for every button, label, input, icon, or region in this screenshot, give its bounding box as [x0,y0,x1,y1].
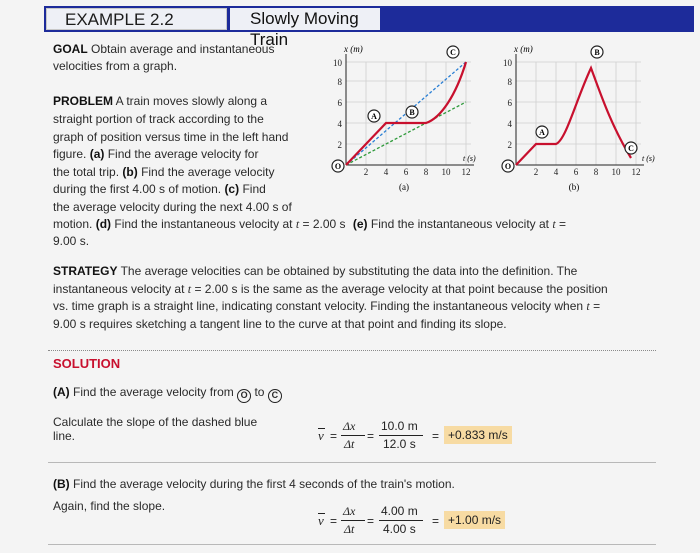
v-bar-symbol: v [318,513,324,528]
equals-sign: = [432,429,440,443]
numerator-delta-x: Δx [343,504,356,518]
y-tick-10: 10 [333,58,342,68]
point-c-label: C [628,144,634,153]
part-a-to: to [254,385,265,399]
problem-part-c: (c) [224,182,240,196]
v-bar-overline [318,428,325,429]
strategy-text-3: vs. time graph is a straight line, indicating constant velocity. Finding the instantaneous velocity when [53,299,584,313]
variable-t: t [552,217,556,231]
goal-line-1 [53,41,274,59]
fraction-bar [379,520,423,521]
x-tick-2: 2 [363,167,369,177]
x-tick-6: 6 [573,167,579,177]
position-curve [516,68,631,165]
y-tick-6: 6 [337,98,342,108]
section-divider [48,350,656,351]
result-value: +0.833 m/s [444,426,512,444]
problem-text-5c: Find the average velocity [141,165,275,179]
equals-sign: = [330,429,338,443]
part-b-label: (B) [53,477,70,491]
part-b-text: Find the average velocity during the first 4 seconds of the train's motion. [73,477,455,491]
v-bar-overline [318,513,325,514]
part-a-text: Find the average velocity from [73,385,234,399]
y-axis-label: x (m) [514,44,533,54]
problem-part-b: (b) [122,165,138,179]
equals-sign: = [367,429,375,443]
fraction-bar [341,520,365,521]
problem-text-4c: Find the average velocity for [107,147,259,161]
strategy-text-3b: = [593,299,601,313]
problem-text-8a: motion. [53,217,93,231]
denominator-delta-t: Δt [344,522,355,536]
y-tick-6: 6 [507,98,512,108]
problem-text-6c: Find [242,182,266,196]
problem-text-8g: = [559,217,567,231]
strategy-text-4: 9.00 s requires sketching a tangent line to the curve at that point and finding its slope. [53,317,507,331]
part-divider [48,462,656,463]
problem-text-1: A train moves slowly along a [115,94,268,108]
problem-text-8d: = 2.00 s [302,217,346,231]
x-axis-label: t (s) [642,154,655,163]
part-a-desc-1: Calculate the slope of the dashed blue [53,415,258,429]
numerator-value: 10.0 m [381,419,418,433]
equals-sign: = [330,514,338,528]
solution-label: SOLUTION [53,356,121,371]
x-tick-2: 2 [533,167,539,177]
x-tick-10: 10 [441,167,451,177]
variable-t: t [295,217,300,231]
fraction-bar [341,435,365,436]
problem-text-8f: Find the instantaneous velocity at [370,217,550,231]
y-tick-4: 4 [507,119,512,129]
strategy-text-2b: = 2.00 s is the same as the average velocity at that point because the position [194,282,608,296]
y-axis-label: x (m) [344,44,363,54]
y-tick-2: 2 [507,140,512,150]
x-tick-6: 6 [403,167,409,177]
y-tick-8: 8 [337,77,342,87]
point-c-symbol: C [268,389,282,403]
example-title: Slowly Moving Train [230,8,380,30]
problem-label: PROBLEM [53,94,113,108]
position-time-graph-a [326,40,496,195]
x-tick-8: 8 [423,167,429,177]
strategy-text-1: The average velocities can be obtained by substituting the data into the definition. The [120,264,578,278]
variable-t: t [187,282,192,296]
part-divider [48,544,656,545]
problem-text-5a: the total trip. [53,165,120,179]
part-a-desc-2: line. [53,429,76,443]
problem-part-a: (a) [89,147,105,161]
position-time-graph-b [496,40,666,195]
problem-line-8 [53,216,566,234]
part-b-heading [53,476,455,494]
strategy-line-2 [53,281,608,299]
point-b-label: B [594,48,600,57]
y-tick-2: 2 [337,140,342,150]
y-tick-4: 4 [337,119,342,129]
y-tick-10: 10 [503,58,512,68]
x-tick-8: 8 [593,167,599,177]
equals-sign: = [367,514,375,528]
point-a-label: A [539,128,545,137]
x-tick-4: 4 [383,167,389,177]
caption-a: (a) [399,182,409,192]
goal-text-1: Obtain average and instantaneous [91,42,275,56]
problem-part-e: (e) [352,217,368,231]
variable-t: t [586,299,590,313]
strategy-text-2a: instantaneous velocity at [53,282,185,296]
part-b-desc-1: Again, find the slope. [53,499,166,513]
problem-part-d: (d) [95,217,112,231]
caption-b: (b) [568,182,580,192]
problem-text-4a: figure. [53,147,87,161]
problem-line-5 [53,164,274,182]
equals-sign: = [432,514,440,528]
example-number: EXAMPLE 2.2 [46,8,227,30]
x-tick-10: 10 [611,167,621,177]
denominator-delta-t: Δt [344,437,355,451]
origin-label: O [504,162,512,171]
y-tick-8: 8 [507,77,512,87]
goal-text-2: velocities from a graph. [53,59,178,73]
strategy-line-3 [53,298,600,316]
problem-text-9: 9.00 s. [53,234,90,248]
problem-text-8c: Find the instantaneous velocity at [114,217,293,231]
problem-text-6a: during the first 4.00 s of motion. [53,182,222,196]
numerator-delta-x: Δx [343,419,356,433]
x-tick-4: 4 [553,167,559,177]
origin-label: O [334,162,342,171]
point-c-label: C [450,48,456,57]
problem-text-7: the average velocity during the next 4.00 s of [53,200,292,214]
part-a-label: (A) [53,385,70,399]
problem-text-2: straight portion of track according to the [53,112,264,126]
denominator-value: 4.00 s [383,522,416,536]
x-tick-12: 12 [461,167,471,177]
result-value: +1.00 m/s [444,511,505,529]
part-a-heading [53,384,282,403]
origin-symbol: O [237,389,251,403]
denominator-value: 12.0 s [383,437,416,451]
x-tick-12: 12 [631,167,641,177]
fraction-bar [379,435,423,436]
strategy-line-1 [53,263,577,281]
problem-line-6 [53,181,266,199]
point-a-label: A [371,112,377,121]
problem-line-1 [53,93,267,111]
numerator-value: 4.00 m [381,504,418,518]
problem-line-4 [53,146,258,164]
x-axis-label: t (s) [463,154,476,163]
v-bar-symbol: v [318,428,324,443]
goal-label: GOAL [53,42,88,56]
point-b-label: B [409,108,415,117]
strategy-label: STRATEGY [53,264,118,278]
problem-text-3: graph of position versus time in the left hand [53,130,289,144]
